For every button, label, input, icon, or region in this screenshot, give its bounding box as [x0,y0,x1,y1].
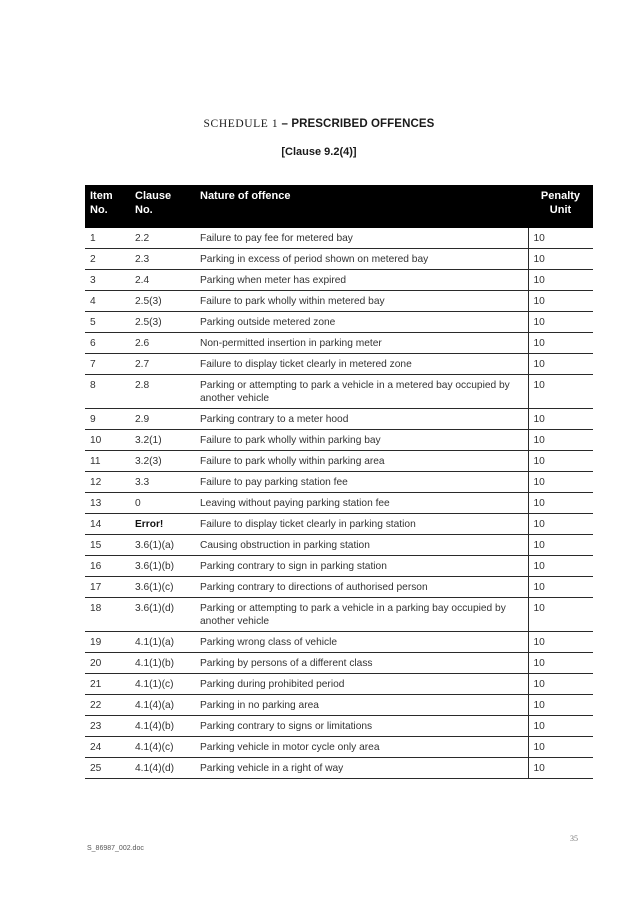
table-row [85,653,593,674]
footer-filename: S_86987_002.doc [87,845,144,852]
cell-clause-no: 3.6(1)(b) [130,556,195,577]
cell-nature: Parking when meter has expired [195,270,528,291]
cell-item-no: 6 [85,333,130,354]
cell-clause-no: 4.1(4)(c) [130,737,195,758]
cell-nature: Parking by persons of a different class [195,653,528,674]
header-nature: Nature of offence [195,185,528,228]
header-penalty-unit: Penalty Unit [528,185,593,228]
table-body [85,228,593,779]
cell-item-no: 25 [85,758,130,779]
cell-penalty: 10 [528,333,593,354]
cell-nature: Parking contrary to sign in parking station [195,556,528,577]
table-row [85,270,593,291]
cell-penalty: 10 [528,291,593,312]
cell-penalty: 10 [528,249,593,270]
cell-penalty: 10 [528,556,593,577]
cell-penalty: 10 [528,716,593,737]
offences-table [85,185,593,779]
cell-item-no: 18 [85,598,130,632]
cell-nature: Parking during prohibited period [195,674,528,695]
table-row [85,577,593,598]
schedule-subtitle: – PRESCRIBED OFFENCES [278,118,435,130]
table-row [85,312,593,333]
cell-clause-no: 3.6(1)(a) [130,535,195,556]
cell-item-no: 16 [85,556,130,577]
cell-nature: Parking wrong class of vehicle [195,632,528,653]
cell-clause-no: 2.6 [130,333,195,354]
table-row [85,737,593,758]
cell-penalty: 10 [528,451,593,472]
table-row [85,674,593,695]
cell-item-no: 20 [85,653,130,674]
cell-penalty: 10 [528,409,593,430]
table-row [85,228,593,249]
cell-nature: Parking contrary to signs or limitations [195,716,528,737]
cell-item-no: 14 [85,514,130,535]
cell-nature: Failure to park wholly within parking area [195,451,528,472]
cell-nature: Failure to display ticket clearly in parking station [195,514,528,535]
cell-penalty: 10 [528,472,593,493]
cell-nature: Parking or attempting to park a vehicle in a metered bay occupied by another vehicle [195,375,528,409]
cell-clause-no: 4.1(4)(d) [130,758,195,779]
cell-penalty: 10 [528,535,593,556]
table-row [85,354,593,375]
table-header [85,185,593,228]
cell-penalty: 10 [528,695,593,716]
cell-clause-no: 4.1(1)(a) [130,632,195,653]
table-row [85,632,593,653]
cell-item-no: 11 [85,451,130,472]
clause-reference: [Clause 9.2(4)] [281,146,357,158]
header-clause-no: Clause No. [130,185,195,228]
table-row [85,472,593,493]
cell-nature: Parking in no parking area [195,695,528,716]
cell-clause-no: 2.5(3) [130,291,195,312]
cell-item-no: 8 [85,375,130,409]
cell-clause-no: 2.9 [130,409,195,430]
cell-clause-no: 3.6(1)(c) [130,577,195,598]
cell-penalty: 10 [528,493,593,514]
cell-item-no: 9 [85,409,130,430]
cell-clause-no: 4.1(4)(a) [130,695,195,716]
cell-nature: Parking in excess of period shown on metered bay [195,249,528,270]
table-row [85,514,593,535]
cell-penalty: 10 [528,354,593,375]
cell-item-no: 15 [85,535,130,556]
cell-clause-no: Error! [130,514,195,535]
cell-item-no: 21 [85,674,130,695]
cell-penalty: 10 [528,632,593,653]
schedule-title [0,118,638,130]
cell-clause-no: 3.3 [130,472,195,493]
table-row [85,758,593,779]
cell-item-no: 5 [85,312,130,333]
cell-nature: Failure to park wholly within metered bay [195,291,528,312]
page-number: 35 [570,834,578,843]
cell-clause-no: 0 [130,493,195,514]
cell-clause-no: 3.6(1)(d) [130,598,195,632]
cell-item-no: 1 [85,228,130,249]
cell-nature: Parking contrary to directions of authorised person [195,577,528,598]
cell-nature: Parking vehicle in a right of way [195,758,528,779]
cell-clause-no: 2.7 [130,354,195,375]
cell-item-no: 7 [85,354,130,375]
cell-penalty: 10 [528,375,593,409]
cell-item-no: 10 [85,430,130,451]
cell-item-no: 13 [85,493,130,514]
table-row [85,493,593,514]
table-row [85,598,593,632]
cell-nature: Failure to pay parking station fee [195,472,528,493]
cell-clause-no: 2.8 [130,375,195,409]
cell-clause-no: 2.5(3) [130,312,195,333]
table-row [85,695,593,716]
cell-nature: Parking vehicle in motor cycle only area [195,737,528,758]
cell-clause-no: 2.4 [130,270,195,291]
cell-nature: Causing obstruction in parking station [195,535,528,556]
cell-penalty: 10 [528,577,593,598]
cell-penalty: 10 [528,598,593,632]
header-item-no: Item No. [85,185,130,228]
cell-item-no: 3 [85,270,130,291]
schedule-label: SCHEDULE 1 [203,118,279,130]
cell-penalty: 10 [528,430,593,451]
cell-item-no: 17 [85,577,130,598]
table-row [85,375,593,409]
cell-clause-no: 2.2 [130,228,195,249]
table-row [85,430,593,451]
cell-penalty: 10 [528,312,593,333]
cell-item-no: 19 [85,632,130,653]
table-row [85,535,593,556]
cell-clause-no: 3.2(3) [130,451,195,472]
cell-item-no: 4 [85,291,130,312]
cell-penalty: 10 [528,514,593,535]
cell-penalty: 10 [528,737,593,758]
cell-nature: Parking contrary to a meter hood [195,409,528,430]
table-row [85,291,593,312]
cell-clause-no: 4.1(1)(c) [130,674,195,695]
cell-nature: Failure to park wholly within parking bay [195,430,528,451]
cell-nature: Failure to display ticket clearly in metered zone [195,354,528,375]
cell-penalty: 10 [528,653,593,674]
cell-nature: Parking or attempting to park a vehicle in a parking bay occupied by another vehicle [195,598,528,632]
table-row [85,556,593,577]
cell-penalty: 10 [528,270,593,291]
cell-item-no: 2 [85,249,130,270]
cell-clause-no: 3.2(1) [130,430,195,451]
table-row [85,451,593,472]
table-row [85,409,593,430]
cell-item-no: 12 [85,472,130,493]
cell-item-no: 23 [85,716,130,737]
cell-penalty: 10 [528,228,593,249]
cell-item-no: 24 [85,737,130,758]
cell-clause-no: 2.3 [130,249,195,270]
table-row [85,716,593,737]
cell-item-no: 22 [85,695,130,716]
cell-clause-no: 4.1(1)(b) [130,653,195,674]
cell-nature: Non-permitted insertion in parking meter [195,333,528,354]
cell-nature: Parking outside metered zone [195,312,528,333]
cell-nature: Leaving without paying parking station fee [195,493,528,514]
table-row [85,333,593,354]
cell-clause-no: 4.1(4)(b) [130,716,195,737]
cell-penalty: 10 [528,758,593,779]
table-row [85,249,593,270]
cell-nature: Failure to pay fee for metered bay [195,228,528,249]
cell-penalty: 10 [528,674,593,695]
